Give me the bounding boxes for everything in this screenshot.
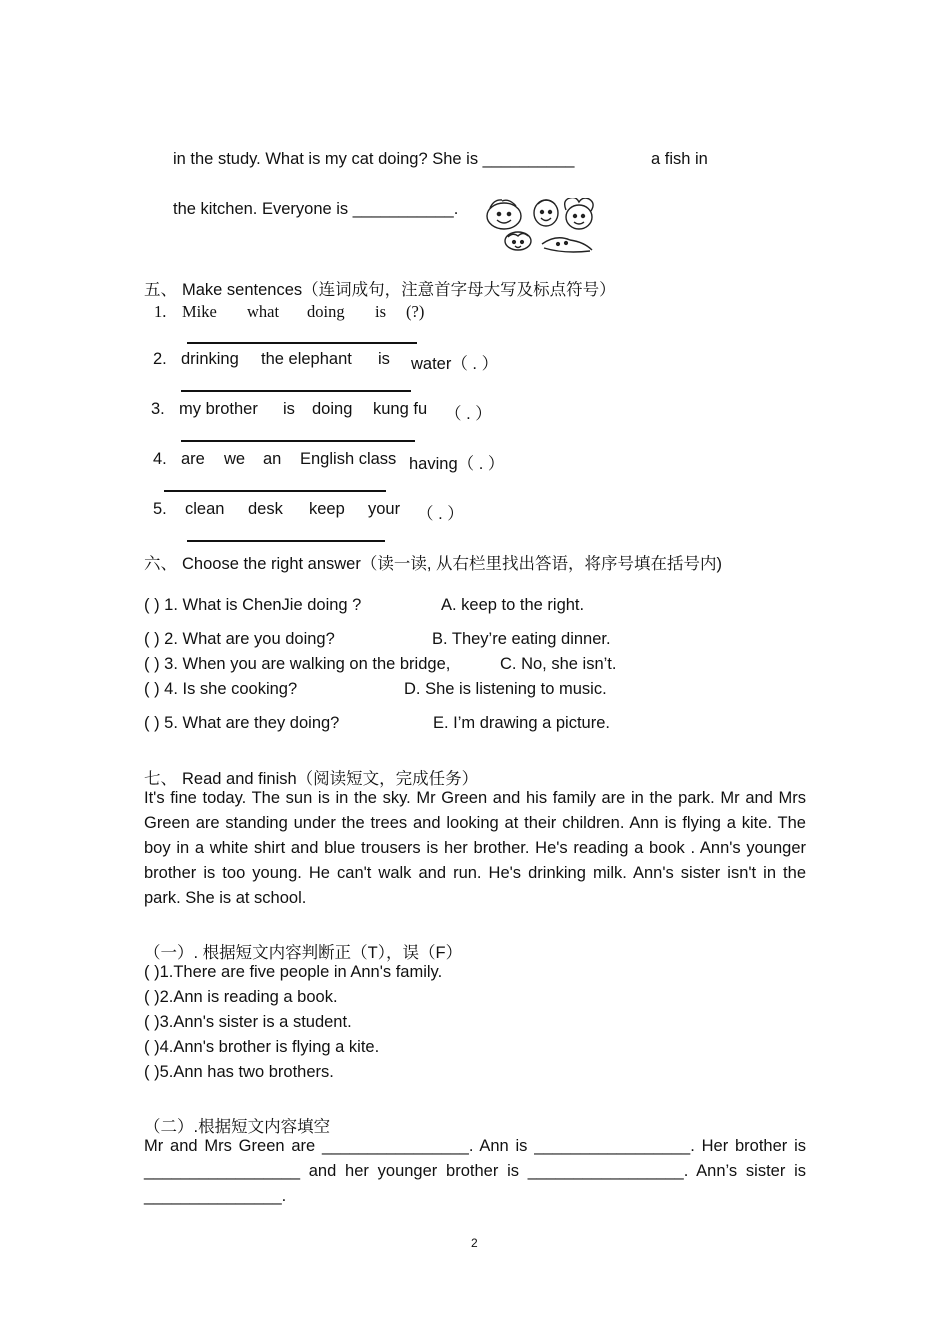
section5-number: 五、 — [144, 280, 177, 299]
item3-word: doing — [312, 400, 353, 418]
choice-question: ( ) 2. What are you doing? — [144, 630, 335, 648]
item4-word: we — [224, 450, 246, 468]
item4-number: 4. — [153, 450, 167, 468]
choice-question: ( ) 3. When you are walking on the bridge, — [144, 655, 451, 673]
top-line-1a: in the study. What is my cat doing? She is __________ — [173, 150, 575, 168]
item4-word: having（ . ） — [409, 455, 505, 473]
item4-word: are — [181, 450, 205, 468]
item5-number: 5. — [153, 500, 167, 518]
true-false-item: ( )1.There are five people in Ann's family. — [144, 963, 443, 981]
true-false-item: ( )4.Ann's brother is flying a kite. — [144, 1038, 380, 1056]
item1-answer-line[interactable] — [187, 342, 417, 344]
section5-heading: Make sentences（连词成句，注意首字母大写及标点符号） — [182, 281, 616, 299]
item5-word: clean — [185, 500, 225, 518]
item5-answer-line[interactable] — [187, 540, 385, 542]
top-line-2: the kitchen. Everyone is ___________. — [173, 200, 459, 218]
fill-in-passage: Mr and Mrs Green are ________________. Ann is _________________. Her brother is _________________ and her younger brother is _________________. Ann’s sister is _______________. — [144, 1137, 806, 1205]
item5-word: desk — [248, 500, 283, 518]
item5-word: keep — [309, 500, 345, 518]
item3-word: my brother — [179, 400, 258, 418]
choice-question: ( ) 4. Is she cooking? — [144, 680, 298, 698]
item1-number: 1. — [154, 302, 167, 321]
true-false-item: ( )2.Ann is reading a book. — [144, 988, 338, 1006]
choice-question: ( ) 1. What is ChenJie doing ? — [144, 596, 362, 614]
item3-word: （ . ） — [445, 405, 492, 423]
choice-answer: D. She is listening to music. — [404, 680, 607, 698]
true-false-item: ( )5.Ann has two brothers. — [144, 1063, 334, 1081]
section7-number: 七、 — [144, 769, 177, 788]
item2-word: drinking — [181, 350, 239, 368]
choice-answer: C. No, she isn’t. — [500, 655, 617, 673]
true-false-item: ( )3.Ann's sister is a student. — [144, 1013, 352, 1031]
item4-word: an — [263, 450, 282, 468]
item1-word: is — [375, 302, 387, 321]
choice-question: ( ) 5. What are they doing? — [144, 714, 340, 732]
item1-word: (?) — [406, 302, 425, 321]
reading-passage: It's fine today. The sun is in the sky. Mr Green and his family are in the park. Mr and Mrs Green are standing under the trees and looking at their children. Ann is flying a kite. The boy in a white shirt and blue trousers is her brother. He's reading a book . Ann's younger brother is too young. He can't walk and run. He's drinking milk. Ann's sister isn't in the park. She is at school. — [144, 789, 806, 907]
item4-answer-line[interactable] — [164, 490, 386, 492]
family-faces-illustration — [480, 198, 602, 256]
part1-heading: （一）. 根据短文内容判断正（T），误（F） — [144, 944, 463, 962]
item2-word: is — [378, 350, 390, 368]
item2-word: water（ . ） — [411, 355, 499, 373]
page-number: 2 — [471, 1236, 478, 1250]
section6-number: 六、 — [144, 554, 177, 573]
top-line-1b: a fish in — [651, 150, 708, 168]
section7-heading: Read and finish（阅读短文，完成任务） — [182, 770, 479, 788]
item1-word: Mike — [182, 302, 217, 321]
item3-number: 3. — [151, 400, 165, 418]
part2-heading: （二）.根据短文内容填空 — [144, 1118, 331, 1136]
choice-answer: A. keep to the right. — [441, 596, 585, 614]
item3-word: kung fu — [373, 400, 428, 418]
item5-word: your — [368, 500, 401, 518]
item3-answer-line[interactable] — [181, 440, 415, 442]
item1-word: what — [247, 302, 280, 321]
item4-word: English class — [300, 450, 397, 468]
item2-number: 2. — [153, 350, 167, 368]
item2-answer-line[interactable] — [181, 390, 411, 392]
section6-heading: Choose the right answer（读一读, 从右栏里找出答语，将序号填在括号内) — [182, 555, 723, 573]
item3-word: is — [283, 400, 295, 418]
choice-answer: B. They’re eating dinner. — [432, 630, 611, 648]
item2-word: the elephant — [261, 350, 352, 368]
choice-answer: E. I’m drawing a picture. — [433, 714, 610, 732]
item1-word: doing — [307, 302, 345, 321]
item5-word: （ . ） — [417, 505, 464, 523]
